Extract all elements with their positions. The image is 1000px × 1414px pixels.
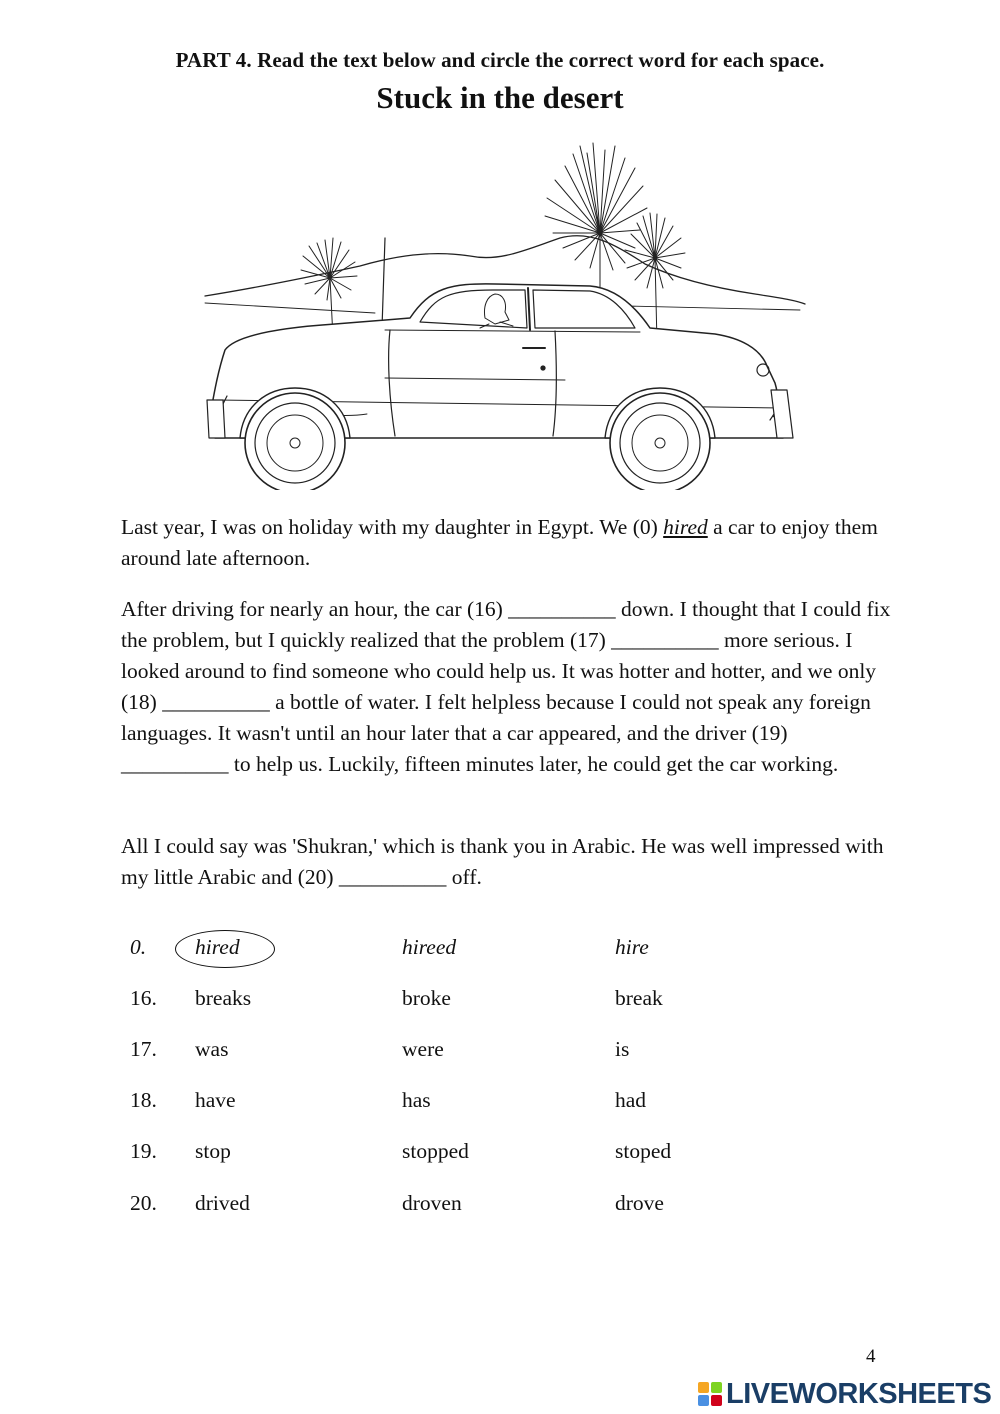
option-number: 16.: [130, 986, 157, 1010]
option-row-0: [0, 935, 1000, 975]
option-number: 20.: [130, 1191, 157, 1215]
option-c[interactable]: had: [615, 1088, 647, 1112]
instruction-text: PART 4. Read the text below and circle the correct word for each space.: [175, 48, 825, 72]
front-wheel: [605, 388, 715, 490]
option-row-18: [0, 1088, 1000, 1128]
option-b[interactable]: stopped: [402, 1139, 469, 1163]
option-c[interactable]: drove: [615, 1191, 664, 1215]
option-c[interactable]: hire: [615, 935, 649, 959]
option-b[interactable]: were: [402, 1037, 444, 1061]
option-number: 17.: [130, 1037, 157, 1061]
option-b[interactable]: broke: [402, 986, 451, 1010]
example-answer: hired: [663, 515, 708, 539]
story-paragraph-2: [121, 594, 891, 780]
liveworksheets-brand[interactable]: [697, 1378, 991, 1410]
option-a[interactable]: drived: [195, 1191, 250, 1215]
option-c[interactable]: break: [615, 986, 663, 1010]
option-row-19: [0, 1139, 1000, 1179]
option-c[interactable]: stoped: [615, 1139, 672, 1163]
option-b[interactable]: hireed: [402, 935, 457, 959]
option-number: 19.: [130, 1139, 157, 1163]
p1-text-after: a car to enjoy them around late afternoon.: [121, 515, 878, 570]
car-in-desert-illustration: [195, 138, 810, 490]
option-number: 0.: [130, 935, 147, 959]
option-row-16: [0, 986, 1000, 1026]
p1-text-before: Last year, I was on holiday with my daughter in Egypt. We (0): [121, 515, 664, 539]
liveworksheets-logo-icon: [697, 1381, 723, 1407]
option-c[interactable]: is: [615, 1037, 630, 1061]
option-b[interactable]: has: [402, 1088, 431, 1112]
story-paragraph-3: [121, 831, 891, 893]
option-number: 18.: [130, 1088, 157, 1112]
page-number: 4: [866, 1346, 876, 1367]
option-a[interactable]: was: [195, 1037, 229, 1061]
option-a[interactable]: breaks: [195, 986, 252, 1010]
brand-text: LIVEWORKSHEETS: [726, 1377, 992, 1410]
p2-text: After driving for nearly an hour, the car (16) __________ down. I thought that I could fix the problem, but I quickly realized that the problem (17) __________ more serious. I looked around to find someone who could help us. It was hotter and hotter, and we only (18) __________ a bottle of water. I felt helpless because I could not speak any foreign languages. It wasn't until an hour later that a car appeared, and the driver (19) __________ to help us. Luckily, fifteen minutes later, he could get the car working.: [121, 597, 891, 776]
option-a[interactable]: stop: [195, 1139, 231, 1163]
story-paragraph-1: [121, 512, 891, 574]
option-row-20: [0, 1191, 1000, 1231]
rear-wheel: [240, 388, 350, 490]
worksheet-title: Stuck in the desert: [376, 80, 624, 115]
option-b[interactable]: droven: [402, 1191, 462, 1215]
option-a[interactable]: have: [195, 1088, 236, 1112]
option-row-17: [0, 1037, 1000, 1077]
p3-text: All I could say was 'Shukran,' which is thank you in Arabic. He was well impressed with my little Arabic and (20) __________ off.: [121, 834, 884, 889]
option-a[interactable]: hired: [195, 935, 240, 959]
